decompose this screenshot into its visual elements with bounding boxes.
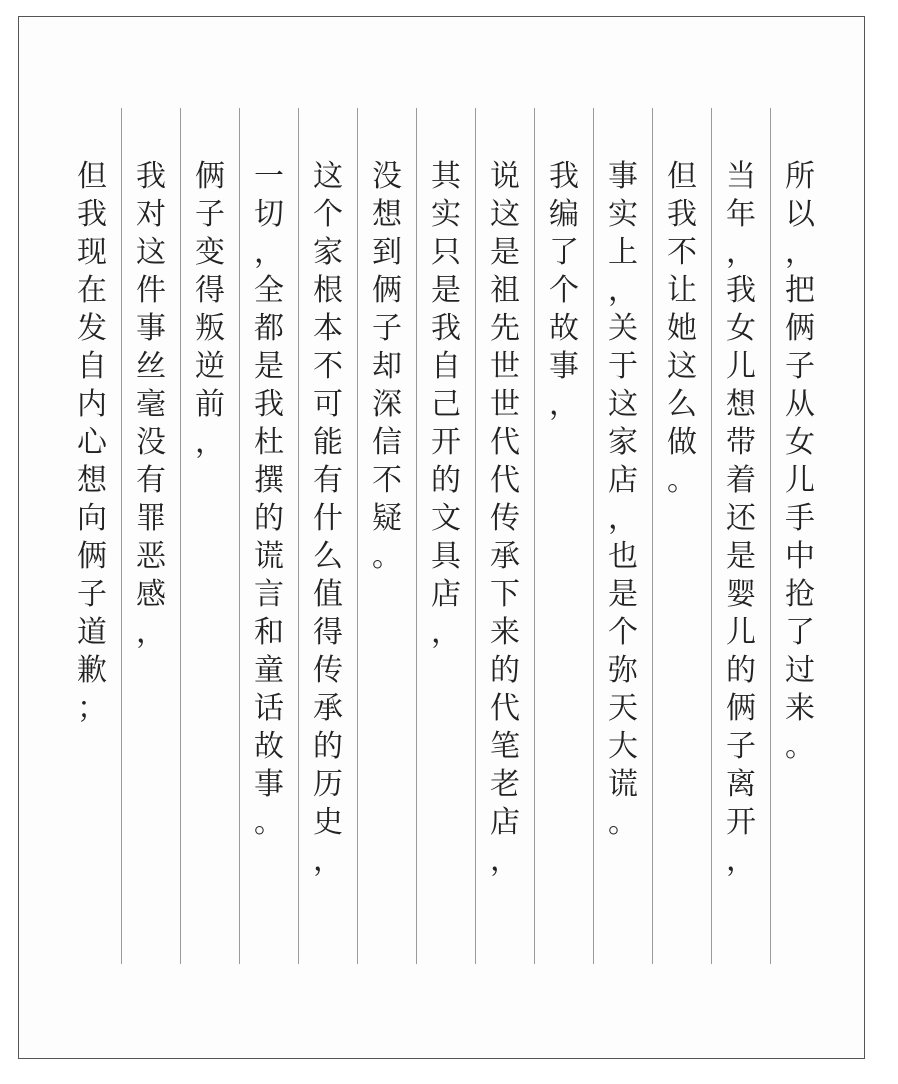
handwritten-char: 疑 [372, 501, 402, 536]
handwritten-char: 俩 [726, 691, 756, 726]
handwritten-char: 以 [785, 197, 815, 232]
handwritten-char: 过 [785, 653, 815, 688]
text-line [535, 158, 593, 424]
handwritten-char: 老 [490, 767, 520, 802]
handwritten-char: 本 [313, 311, 343, 346]
handwritten-char: 这 [313, 159, 343, 194]
handwritten-char: 从 [785, 387, 815, 422]
handwritten-char: 的 [254, 501, 284, 536]
handwritten-char: 代 [490, 463, 520, 498]
handwritten-char: 心 [77, 425, 107, 460]
handwritten-char: 一 [254, 159, 284, 194]
handwritten-char: 的 [313, 729, 343, 764]
handwritten-char: 关 [608, 311, 638, 346]
handwritten-char: 事 [254, 767, 284, 802]
handwritten-char: 承 [313, 691, 343, 726]
handwritten-char: 我 [254, 387, 284, 422]
handwritten-char: 笔 [490, 729, 520, 764]
handwritten-char: 不 [313, 349, 343, 384]
handwritten-char: 内 [77, 387, 107, 422]
handwritten-char: 的 [726, 653, 756, 688]
handwritten-char: 子 [372, 311, 402, 346]
handwritten-char: 中 [785, 539, 815, 574]
handwritten-char: 故 [254, 729, 284, 764]
handwritten-char: 和 [254, 615, 284, 650]
handwritten-char: ， [726, 235, 756, 270]
handwritten-char: 抢 [785, 577, 815, 612]
handwritten-char: 丝 [136, 349, 166, 384]
text-line [240, 158, 298, 842]
handwritten-char: 儿 [726, 349, 756, 384]
handwritten-char: 但 [77, 159, 107, 194]
handwritten-char: 罪 [136, 501, 166, 536]
handwritten-char: 自 [431, 349, 461, 384]
handwritten-char: 女 [785, 425, 815, 460]
handwritten-char: 是 [254, 349, 284, 384]
handwritten-char: 开 [431, 425, 461, 460]
handwritten-char: 开 [726, 805, 756, 840]
handwritten-char: 得 [195, 273, 225, 308]
handwritten-char: 毫 [136, 387, 166, 422]
handwritten-char: 子 [195, 197, 225, 232]
handwritten-char: 信 [372, 425, 402, 460]
handwritten-char: 店 [608, 463, 638, 498]
handwritten-char: 。 [372, 539, 402, 574]
handwritten-char: 但 [667, 159, 697, 194]
handwritten-char: 。 [254, 805, 284, 840]
handwritten-char: 道 [77, 615, 107, 650]
handwritten-char: 是 [608, 577, 638, 612]
handwritten-char: 。 [785, 729, 815, 764]
handwritten-char: 我 [431, 311, 461, 346]
handwritten-char: 不 [372, 463, 402, 498]
handwritten-char: 我 [77, 197, 107, 232]
handwritten-char: ， [785, 235, 815, 270]
handwritten-char: 发 [77, 311, 107, 346]
handwritten-char: 。 [608, 805, 638, 840]
handwritten-char: 己 [431, 387, 461, 422]
handwritten-char: 事 [608, 159, 638, 194]
handwritten-char: 故 [549, 311, 579, 346]
text-line [122, 158, 180, 652]
text-line [417, 158, 475, 652]
handwritten-char: 没 [136, 425, 166, 460]
handwritten-char: 却 [372, 349, 402, 384]
handwritten-char: 其 [431, 159, 461, 194]
handwritten-char: 切 [254, 197, 284, 232]
handwritten-char: 个 [608, 615, 638, 650]
handwritten-char: 逆 [195, 349, 225, 384]
handwritten-char: 上 [608, 235, 638, 270]
handwritten-char: 杜 [254, 425, 284, 460]
handwritten-char: 儿 [726, 615, 756, 650]
handwritten-char: ， [726, 843, 756, 878]
handwritten-char: 说 [490, 159, 520, 194]
handwritten-char: ， [608, 273, 638, 308]
handwritten-char: 么 [667, 387, 697, 422]
text-line [594, 158, 652, 842]
handwritten-char: 了 [785, 615, 815, 650]
handwritten-char: 感 [136, 577, 166, 612]
handwritten-char: 是 [431, 273, 461, 308]
handwritten-char: ， [608, 501, 638, 536]
text-line [299, 158, 357, 880]
handwritten-char: 我 [549, 159, 579, 194]
handwritten-char: 自 [77, 349, 107, 384]
handwritten-char: 代 [490, 425, 520, 460]
handwritten-char: ， [136, 615, 166, 650]
handwritten-char: 不 [667, 235, 697, 270]
handwritten-char: 店 [431, 577, 461, 612]
handwritten-char: 的 [490, 653, 520, 688]
handwritten-char: 年 [726, 197, 756, 232]
handwritten-char: 让 [667, 273, 697, 308]
handwritten-char: 离 [726, 767, 756, 802]
handwritten-char: ， [431, 615, 461, 650]
text-line [771, 158, 829, 766]
handwritten-char: 谎 [254, 539, 284, 574]
text-line [653, 158, 711, 500]
handwritten-char: 俩 [785, 311, 815, 346]
handwritten-char: 世 [490, 387, 520, 422]
handwritten-char: 编 [549, 197, 579, 232]
handwritten-char: 个 [313, 197, 343, 232]
handwritten-char: 变 [195, 235, 225, 270]
handwritten-char: 想 [726, 387, 756, 422]
handwritten-char: 传 [490, 501, 520, 536]
handwritten-char: ， [490, 843, 520, 878]
handwritten-char: 件 [136, 273, 166, 308]
handwritten-char: 对 [136, 197, 166, 232]
handwritten-char: 这 [608, 387, 638, 422]
handwritten-char: 做 [667, 425, 697, 460]
handwritten-char: 手 [785, 501, 815, 536]
handwritten-char: 能 [313, 425, 343, 460]
handwritten-char: 史 [313, 805, 343, 840]
handwritten-char: 的 [431, 463, 461, 498]
handwritten-char: 家 [313, 235, 343, 270]
handwritten-char: 事 [549, 349, 579, 384]
handwritten-char: 俩 [372, 273, 402, 308]
handwritten-char: 子 [77, 577, 107, 612]
handwritten-char: 还 [726, 501, 756, 536]
handwritten-char: 着 [726, 463, 756, 498]
handwritten-char: 所 [785, 159, 815, 194]
handwritten-char: 话 [254, 691, 284, 726]
handwritten-char: 向 [77, 501, 107, 536]
handwritten-char: 没 [372, 159, 402, 194]
handwritten-char: ， [254, 235, 284, 270]
handwritten-char: 来 [785, 691, 815, 726]
handwritten-char: 当 [726, 159, 756, 194]
handwritten-char: 家 [608, 425, 638, 460]
handwritten-char: 有 [313, 463, 343, 498]
handwritten-char: 来 [490, 615, 520, 650]
handwritten-char: 带 [726, 425, 756, 460]
handwritten-char: 也 [608, 539, 638, 574]
handwritten-char: 承 [490, 539, 520, 574]
handwritten-char: 弥 [608, 653, 638, 688]
handwritten-char: 了 [549, 235, 579, 270]
handwritten-char: 实 [431, 197, 461, 232]
text-line [181, 158, 239, 462]
text-line [476, 158, 534, 880]
handwritten-char: 想 [372, 197, 402, 232]
handwritten-char: 先 [490, 311, 520, 346]
handwritten-char: 么 [313, 539, 343, 574]
handwritten-char: 子 [726, 729, 756, 764]
handwritten-char: 子 [785, 349, 815, 384]
handwritten-char: 实 [608, 197, 638, 232]
handwritten-char: 在 [77, 273, 107, 308]
handwritten-char: 女 [726, 311, 756, 346]
handwritten-char: 天 [608, 691, 638, 726]
handwritten-char: 传 [313, 653, 343, 688]
handwritten-char: 我 [726, 273, 756, 308]
handwritten-char: 历 [313, 767, 343, 802]
handwritten-char: 店 [490, 805, 520, 840]
handwritten-char: 全 [254, 273, 284, 308]
handwritten-char: 于 [608, 349, 638, 384]
handwritten-char: 这 [136, 235, 166, 270]
handwritten-char: 把 [785, 273, 815, 308]
handwritten-char: 都 [254, 311, 284, 346]
handwritten-char: 撰 [254, 463, 284, 498]
handwritten-char: 具 [431, 539, 461, 574]
handwritten-char: 世 [490, 349, 520, 384]
handwritten-char: 下 [490, 577, 520, 612]
handwritten-char: 有 [136, 463, 166, 498]
handwritten-char: 到 [372, 235, 402, 270]
handwritten-char: ， [313, 843, 343, 878]
handwritten-char: 这 [667, 349, 697, 384]
handwritten-char: ， [549, 387, 579, 422]
handwritten-char: 想 [77, 463, 107, 498]
handwritten-char: 文 [431, 501, 461, 536]
handwritten-char: 言 [254, 577, 284, 612]
handwritten-char: 我 [667, 197, 697, 232]
handwritten-char: 俩 [77, 539, 107, 574]
handwritten-char: 前 [195, 387, 225, 422]
handwritten-char: 儿 [785, 463, 815, 498]
handwritten-char: 她 [667, 311, 697, 346]
handwritten-char: 俩 [195, 159, 225, 194]
text-line [712, 158, 770, 880]
handwritten-char: ； [77, 691, 107, 726]
handwritten-char: 现 [77, 235, 107, 270]
handwritten-char: 值 [313, 577, 343, 612]
handwritten-char: 是 [490, 235, 520, 270]
handwritten-char: 童 [254, 653, 284, 688]
handwritten-char: 事 [136, 311, 166, 346]
handwritten-char: 个 [549, 273, 579, 308]
handwritten-char: 我 [136, 159, 166, 194]
handwritten-char: 什 [313, 501, 343, 536]
handwritten-char: 谎 [608, 767, 638, 802]
handwritten-char: 深 [372, 387, 402, 422]
handwritten-char: 只 [431, 235, 461, 270]
text-line [358, 158, 416, 576]
handwritten-char: 可 [313, 387, 343, 422]
handwritten-char: 根 [313, 273, 343, 308]
handwritten-char: 叛 [195, 311, 225, 346]
handwritten-char: 是 [726, 539, 756, 574]
handwritten-char: 婴 [726, 577, 756, 612]
text-line [63, 158, 121, 728]
handwritten-char: 这 [490, 197, 520, 232]
handwritten-char: ， [195, 425, 225, 460]
handwritten-char: 得 [313, 615, 343, 650]
handwritten-char: 恶 [136, 539, 166, 574]
handwritten-char: 大 [608, 729, 638, 764]
handwritten-char: 歉 [77, 653, 107, 688]
handwritten-char: 。 [667, 463, 697, 498]
handwritten-char: 祖 [490, 273, 520, 308]
handwritten-char: 代 [490, 691, 520, 726]
